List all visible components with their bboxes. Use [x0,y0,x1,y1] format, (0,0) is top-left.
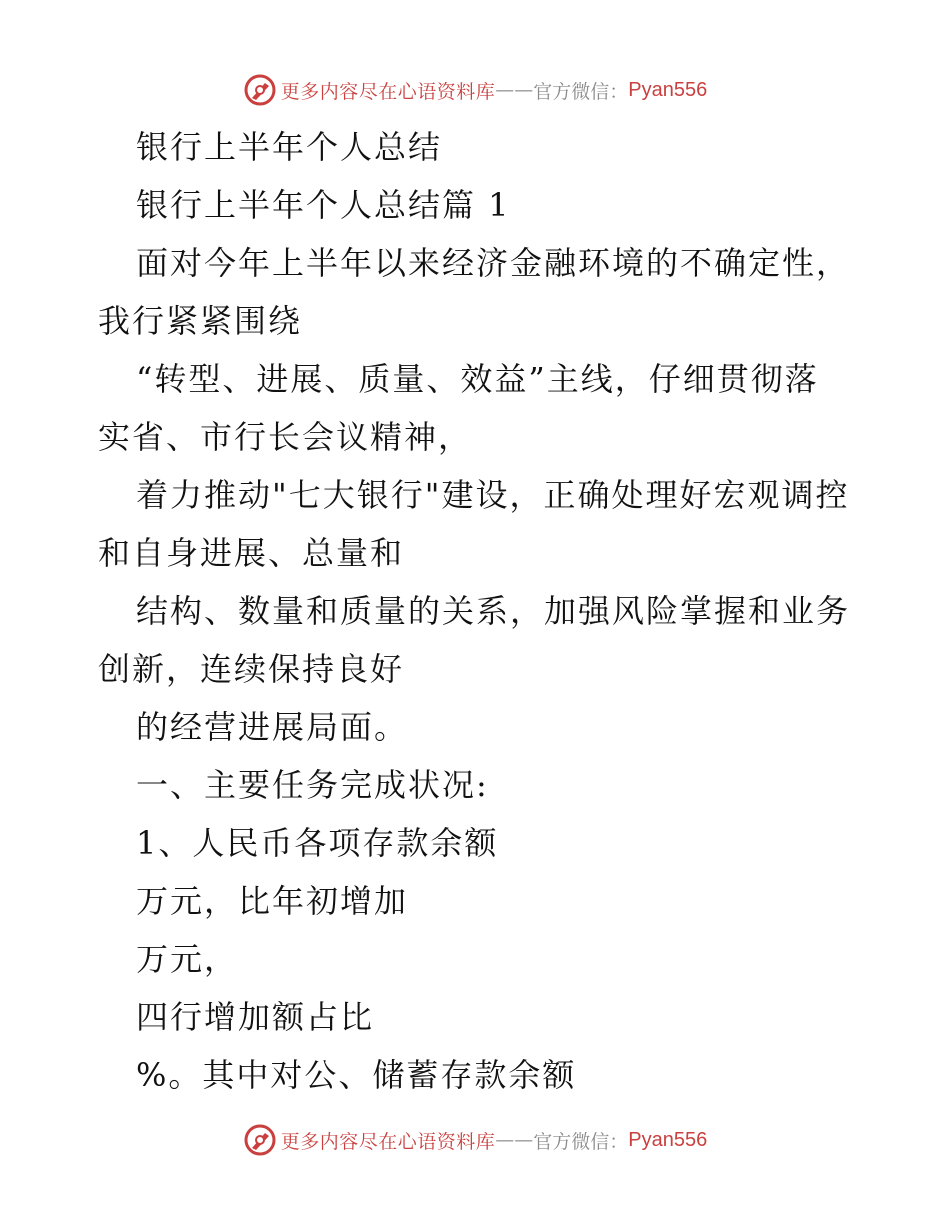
brand-logo-icon [243,73,277,107]
banner-contact-id: Pyan556 [628,78,708,101]
doc-line: 银行上半年个人总结篇 1 [136,186,511,224]
doc-line: 实省、市行长会议精神， [98,418,473,456]
doc-line: 1、人民币各项存款余额 [136,824,499,862]
doc-line: 结构、数量和质量的关系，加强风险掌握和业务 [136,592,851,630]
doc-line: 面对今年上半年以来经济金融环境的不确定性， [136,244,851,282]
banner-contact-id: Pyan556 [628,1128,708,1151]
doc-line: 的经营进展局面。 [136,708,409,746]
doc-line: 创新，连续保持良好 [98,650,405,688]
doc-line: %。其中对公、储蓄存款余额 [136,1056,577,1094]
doc-line: 一、主要任务完成状况: [136,766,489,804]
footer-watermark-banner [0,1120,950,1160]
banner-slogan: 更多内容尽在心语资料库 [280,80,496,103]
doc-line: 万元，比年初增加 [136,882,409,920]
banner-slogan: 更多内容尽在心语资料库 [280,1130,496,1153]
doc-line: 着力推动"七大银行"建设，正确处理好宏观调控 [136,476,850,514]
doc-line: 和自身进展、总量和 [98,534,405,572]
banner-separator: —— [495,79,534,101]
brand-logo-icon [243,1123,277,1157]
doc-line: “转型、进展、质量、效益”主线，仔细贯彻落 [136,360,819,398]
banner-separator: —— [495,1129,534,1151]
document-body [98,118,858,1104]
doc-line: 四行增加额占比 [136,998,375,1036]
banner-contact-label: 官方微信： [533,80,629,103]
header-watermark-banner [0,70,950,110]
doc-line: 银行上半年个人总结 [136,128,443,166]
doc-line: 我行紧紧围绕 [98,302,303,340]
doc-line: 万元， [136,940,239,978]
banner-contact-label: 官方微信： [533,1130,629,1153]
